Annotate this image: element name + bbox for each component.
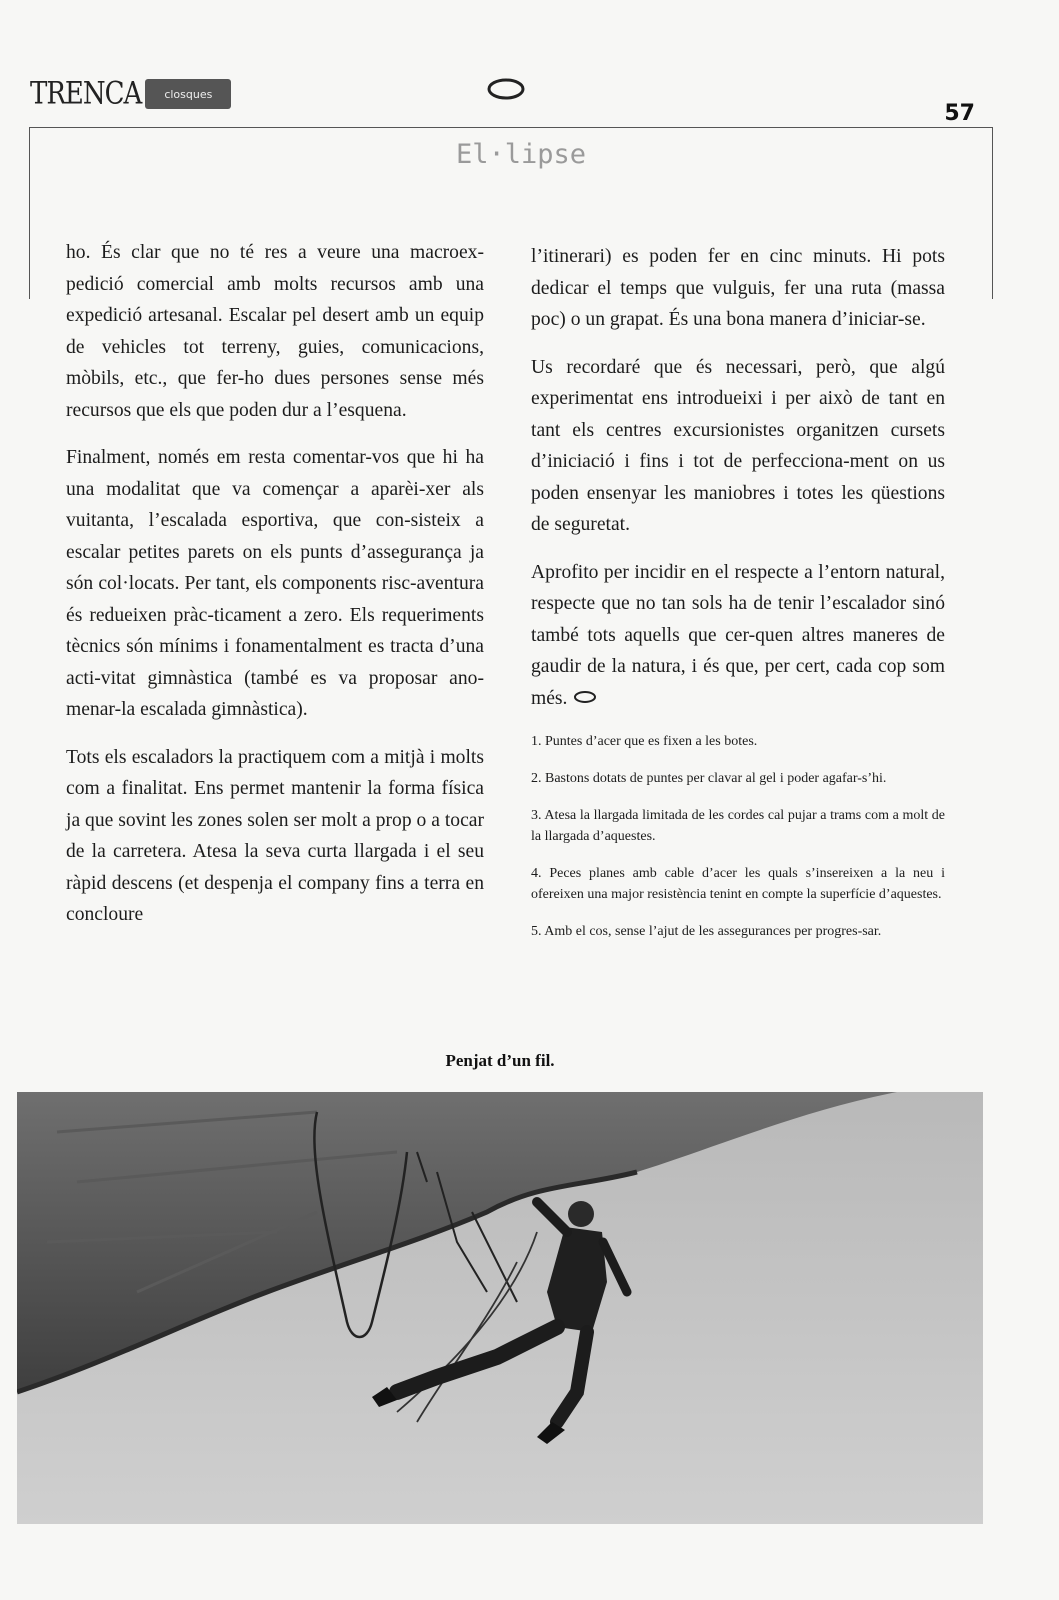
photo-caption: Penjat d’un fil.: [445, 1051, 555, 1070]
paragraph: l’itinerari) es poden fer en cinc minuts. Hi pots dedicar el temps que vulguis, fer una ruta (massa poc) o un grapat. És una bona manera d’iniciar-se.: [531, 246, 945, 330]
paragraph-text: Aprofito per incidir en el respecte a l’entorn natural, respecte que no tan sols ha de tenir l’escalador sinó també tots aquells que cer-quen altres maneres de gaudir de la natura, i és que, per cert, cada cop som més.: [531, 561, 945, 709]
masthead-title: TRENCA: [30, 76, 142, 112]
masthead-collage: closques: [145, 79, 231, 109]
left-column: [66, 237, 484, 947]
ellipse-logo-icon: [486, 76, 526, 107]
end-mark-icon: [573, 683, 597, 715]
masthead: [30, 74, 231, 114]
paragraph: ho. És clar que no té res a veure una macroex-pedició comercial amb molts recursos amb una expedició artesanal. Escalar pel desert amb un equip de vehicles tot terreny, guies, comunicacions, mòbils, etc., que fer-ho dues persones sense més recursos que els que poden dur a l’esquena.: [66, 242, 484, 421]
paragraph-final: [531, 557, 945, 715]
paragraph: Tots els escaladors la practiquem com a mitjà i molts com a finalitat. Ens permet mantenir la forma física ja que sovint les zones solen ser molt a prop o a tocar de la carretera. Atesa la seva curta llargada i el seu ràpid descens (et despenja el company fins a terra en concloure: [66, 746, 484, 925]
footnote: 3. Atesa la llargada limitada de les cordes cal pujar a trams com a molt de la llargada d’aquestes.: [531, 807, 945, 844]
brand-title: El·lipse: [456, 139, 587, 170]
footnote: 5. Amb el cos, sense l’ajut de les assegurances per progres-sar.: [531, 923, 882, 939]
right-column: [531, 241, 945, 958]
climber-photo: [17, 1092, 983, 1524]
footnote: 4. Peces planes amb cable d’acer les quals s’insereixen a la neu i ofereixen una major resistència tenint en compte la superfície d’aquestes.: [531, 865, 945, 902]
paragraph: Finalment, només em resta comentar-vos que hi ha una modalitat que va començar a aparèi-xer als vuitanta, l’escalada esportiva, que con-sisteix a escalar petites parets on els punts d’assegurança ja són col·locats. Per tant, els components risc-aventura és redueixen pràc-ticament a zero. Els requeriments tècnics són mínims i fonamentalment es tracta d’una acti-vitat gimnàstica (també es va proposar ano-menar-la escalada gimnàstica).: [66, 447, 484, 720]
footnotes: [531, 731, 945, 942]
footnote: 2. Bastons dotats de puntes per clavar al gel i poder agafar-s’hi.: [531, 770, 887, 786]
page-number: 57: [944, 101, 975, 126]
footnote: 1. Puntes d’acer que es fixen a les botes.: [531, 733, 758, 749]
paragraph: Us recordaré que és necessari, però, que algú experimentat ens introdueixi i per això de tant en tant els centres excursionistes organitzen cursets d’iniciació i fins i tot de perfecciona-ment on us poden ensenyar les maniobres i totes les qüestions de seguretat.: [531, 356, 945, 535]
